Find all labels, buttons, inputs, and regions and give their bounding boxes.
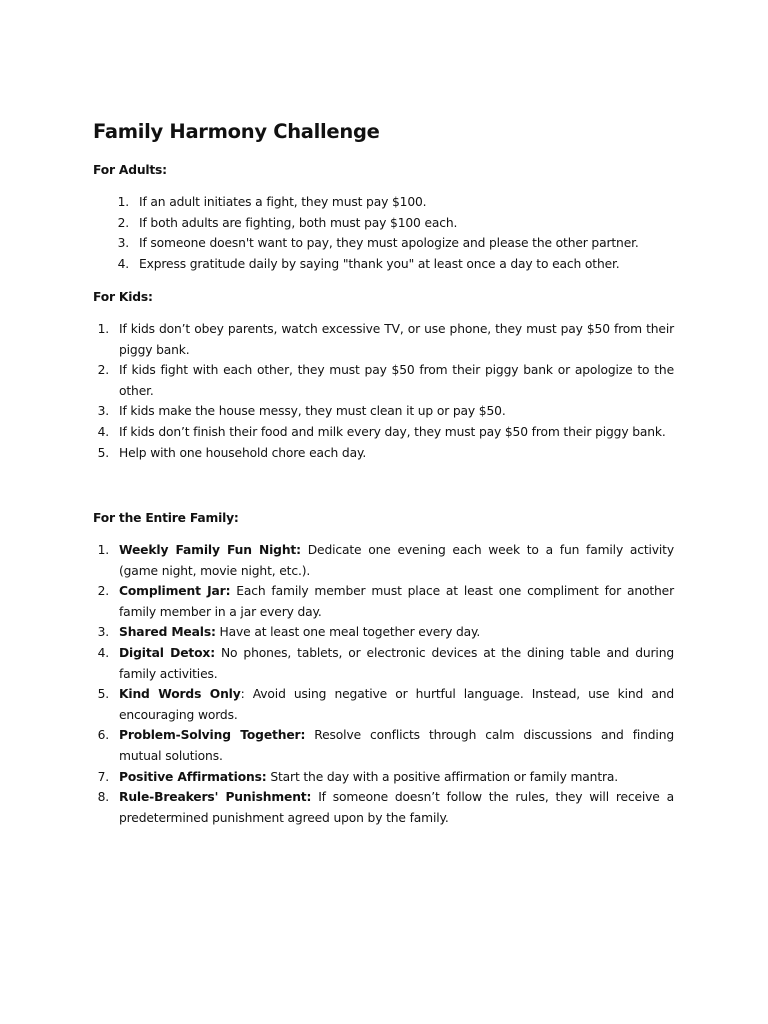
kids-heading: For Kids:	[93, 290, 153, 304]
item-text: If someone doesn’t follow the rules, they will receive a predetermined punishment agreed upon by the family.	[119, 790, 674, 825]
item-number: 7.	[97, 769, 109, 784]
item-text: If kids don’t finish their food and milk every day, they must pay $50 from their piggy bank.	[119, 424, 666, 439]
item-label: Rule-Breakers' Punishment:	[119, 790, 312, 805]
list-item	[97, 360, 674, 401]
item-text: If kids don’t obey parents, watch excessive TV, or use phone, they must pay $50 from their piggy bank.	[119, 322, 674, 357]
item-number: 3.	[97, 404, 109, 419]
list-item	[117, 192, 699, 213]
item-number: 1.	[97, 322, 109, 336]
item-label: Problem-Solving Together:	[119, 728, 306, 743]
item-number: 6.	[97, 728, 109, 743]
item-number: 5.	[97, 687, 109, 702]
item-label: Shared Meals:	[119, 625, 216, 640]
list-item	[97, 422, 674, 443]
list-item	[97, 581, 674, 622]
item-text: : Avoid using negative or hurtful language. Instead, use kind and encouraging words.	[119, 687, 675, 722]
list-item	[97, 684, 675, 725]
list-item	[97, 443, 674, 464]
adults-heading: For Adults:	[93, 163, 167, 177]
item-number: 4.	[117, 256, 129, 271]
list-item	[117, 233, 699, 254]
list-item	[97, 401, 674, 422]
item-number: 2.	[117, 215, 129, 230]
item-number: 2.	[97, 363, 109, 378]
item-text: If an adult initiates a fight, they must pay $100.	[139, 195, 427, 209]
family-list	[97, 540, 675, 828]
item-number: 2.	[97, 584, 109, 599]
item-number: 4.	[97, 424, 109, 439]
item-text: If both adults are fighting, both must pay $100 each.	[139, 215, 458, 230]
item-label: Weekly Family Fun Night:	[119, 543, 301, 557]
item-text: If kids make the house messy, they must clean it up or pay $50.	[119, 404, 506, 419]
item-number: 4.	[97, 645, 109, 660]
item-number: 1.	[117, 195, 129, 209]
item-text: Each family member must place at least one compliment for another family member in a jar every day.	[119, 584, 674, 619]
item-number: 3.	[117, 236, 129, 251]
item-label: Positive Affirmations:	[119, 769, 267, 784]
item-number: 1.	[97, 543, 109, 557]
item-number: 3.	[97, 625, 109, 640]
list-item	[97, 319, 674, 360]
list-item	[117, 213, 699, 234]
family-heading: For the Entire Family:	[93, 511, 239, 525]
item-text: Resolve conflicts through calm discussions and finding mutual solutions.	[119, 728, 674, 763]
adults-list	[117, 192, 699, 274]
item-text: Start the day with a positive affirmation or family mantra.	[266, 769, 619, 784]
item-label: Digital Detox:	[119, 645, 215, 660]
item-text: If kids fight with each other, they must pay $50 from their piggy bank or apologize to the other.	[119, 363, 674, 398]
list-item	[97, 787, 674, 828]
item-label: Compliment Jar:	[119, 584, 231, 599]
list-item	[97, 767, 674, 788]
document-title: Family Harmony Challenge	[93, 120, 380, 143]
item-label: Kind Words Only	[119, 687, 241, 702]
list-item	[117, 254, 699, 275]
item-text: Dedicate one evening each week to a fun family activity (game night, movie night, etc.).	[119, 543, 674, 578]
item-text: Express gratitude daily by saying "thank you" at least once a day to each other.	[139, 256, 620, 271]
list-item	[97, 622, 674, 643]
item-text: Have at least one meal together every day.	[215, 625, 481, 640]
list-item	[97, 540, 674, 581]
item-text: If someone doesn't want to pay, they must apologize and please the other partner.	[139, 236, 639, 251]
item-number: 8.	[97, 790, 109, 805]
list-item	[97, 643, 674, 684]
item-text: No phones, tablets, or electronic devices at the dining table and during family activities.	[119, 645, 674, 681]
item-text: Help with one household chore each day.	[119, 445, 367, 460]
list-item	[97, 725, 674, 766]
kids-list	[97, 319, 674, 463]
item-number: 5.	[97, 445, 109, 460]
